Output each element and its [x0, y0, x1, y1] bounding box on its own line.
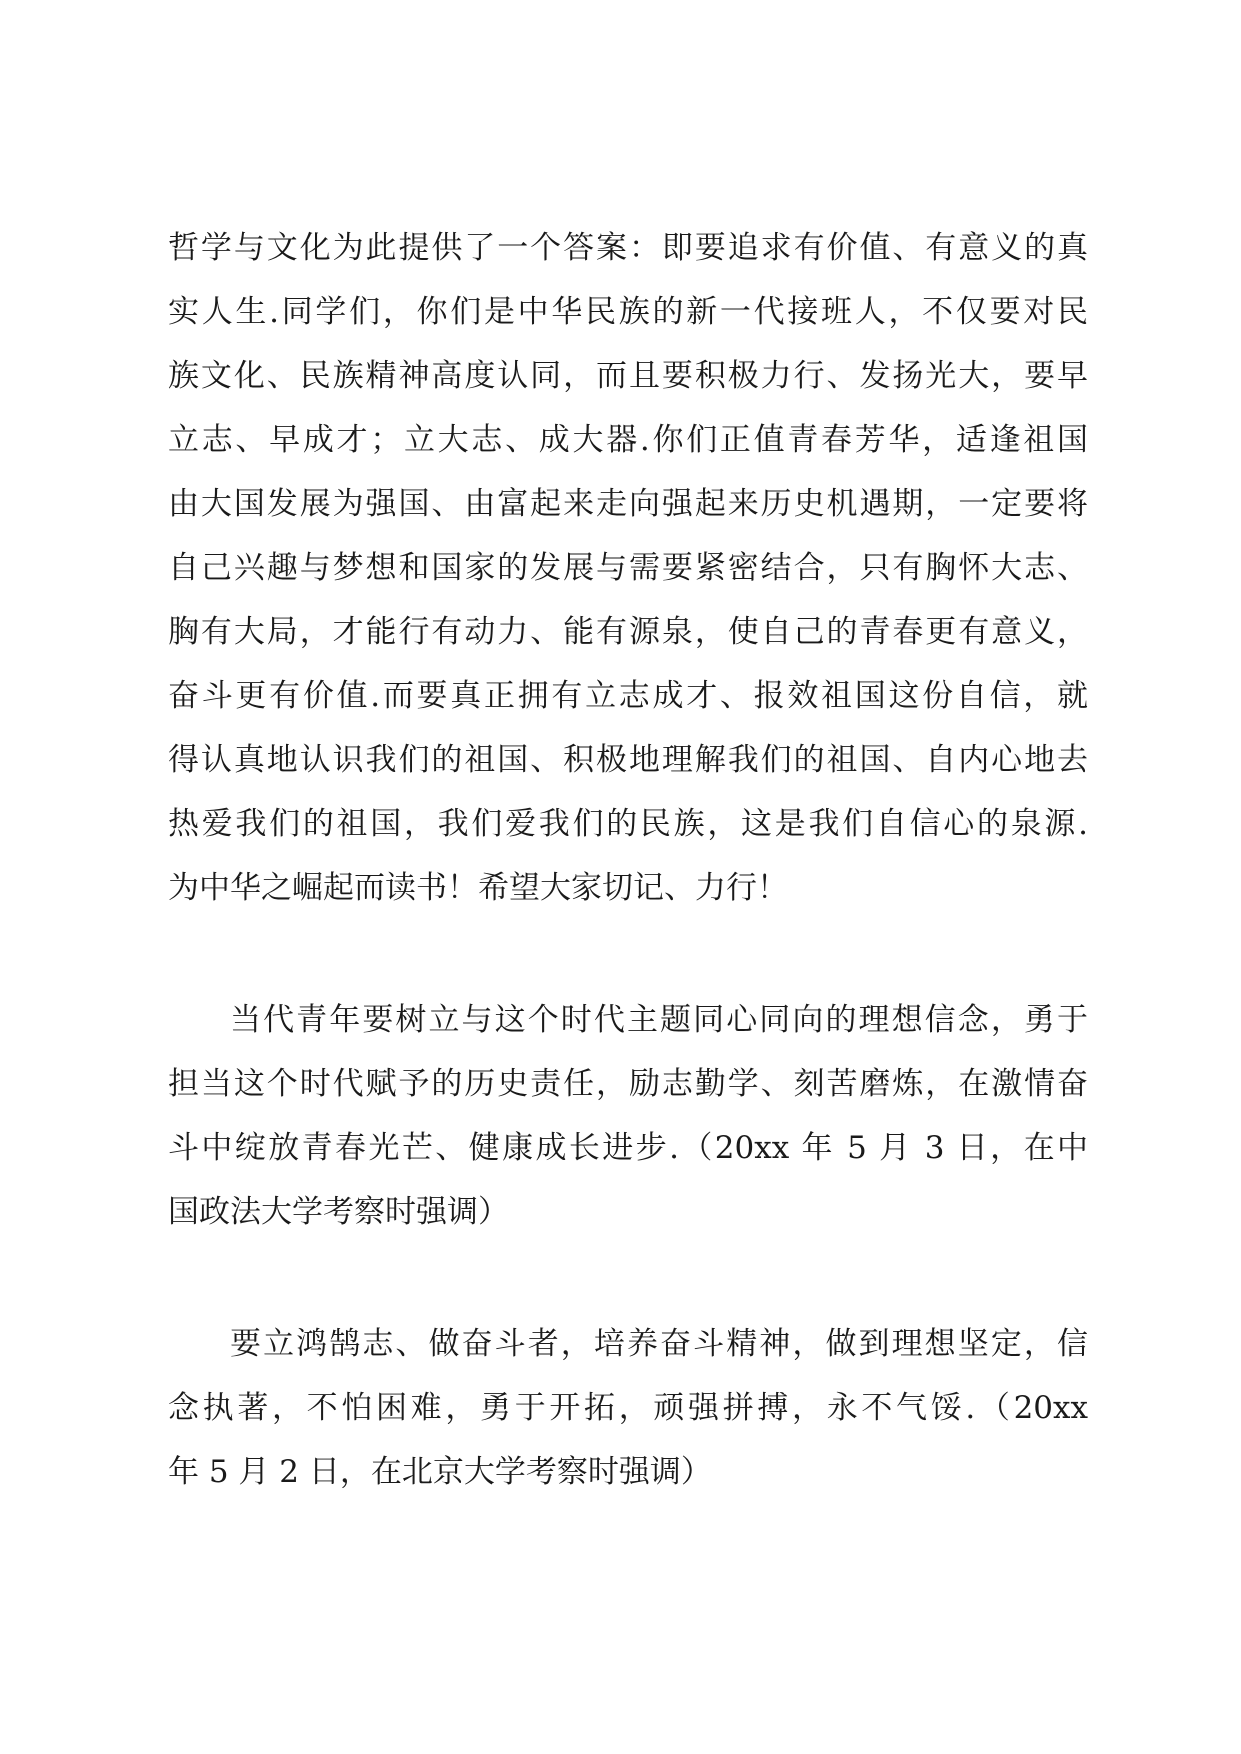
paragraph-line: 为中华之崛起而读书！希望大家切记、力行！	[168, 870, 788, 906]
paragraph-line: 要立鸿鹄志、做奋斗者，培养奋斗精神，做到理想坚定，信	[230, 1326, 1088, 1362]
paragraph-line: 自己兴趣与梦想和国家的发展与需要紧密结合，只有胸怀大志、	[168, 550, 1088, 586]
paragraph-line: 族文化、民族精神高度认同，而且要积极力行、发扬光大，要早	[168, 358, 1088, 394]
paragraph-line: 当代青年要树立与这个时代主题同心同向的理想信念，勇于	[230, 1002, 1088, 1038]
paragraph-line: 奋斗更有价值.而要真正拥有立志成才、报效祖国这份自信，就	[168, 678, 1088, 714]
paragraph-line: 得认真地认识我们的祖国、积极地理解我们的祖国、自内心地去	[168, 742, 1088, 778]
paragraph-line: 年 5 月 2 日，在北京大学考察时强调）	[168, 1454, 712, 1490]
paragraph-line: 由大国发展为强国、由富起来走向强起来历史机遇期，一定要将	[168, 486, 1088, 522]
paragraph-line: 立志、早成才；立大志、成大器.你们正值青春芳华，适逢祖国	[168, 422, 1088, 458]
paragraph-line: 念执著，不怕困难，勇于开拓，顽强拼搏，永不气馁.（20xx	[168, 1390, 1088, 1426]
paragraph-line: 实人生.同学们，你们是中华民族的新一代接班人，不仅要对民	[168, 294, 1088, 330]
paragraph-line: 斗中绽放青春光芒、健康成长进步.（20xx 年 5 月 3 日，在中	[168, 1130, 1088, 1166]
paragraph-line: 哲学与文化为此提供了一个答案：即要追求有价值、有意义的真	[168, 230, 1088, 266]
paragraph-line: 国政法大学考察时强调）	[168, 1194, 509, 1230]
paragraph-line: 胸有大局，才能行有动力、能有源泉，使自己的青春更有意义，	[168, 614, 1088, 650]
paragraph-line: 担当这个时代赋予的历史责任，励志勤学、刻苦磨炼，在激情奋	[168, 1066, 1088, 1102]
paragraph-line: 热爱我们的祖国，我们爱我们的民族，这是我们自信心的泉源.	[168, 806, 1088, 842]
